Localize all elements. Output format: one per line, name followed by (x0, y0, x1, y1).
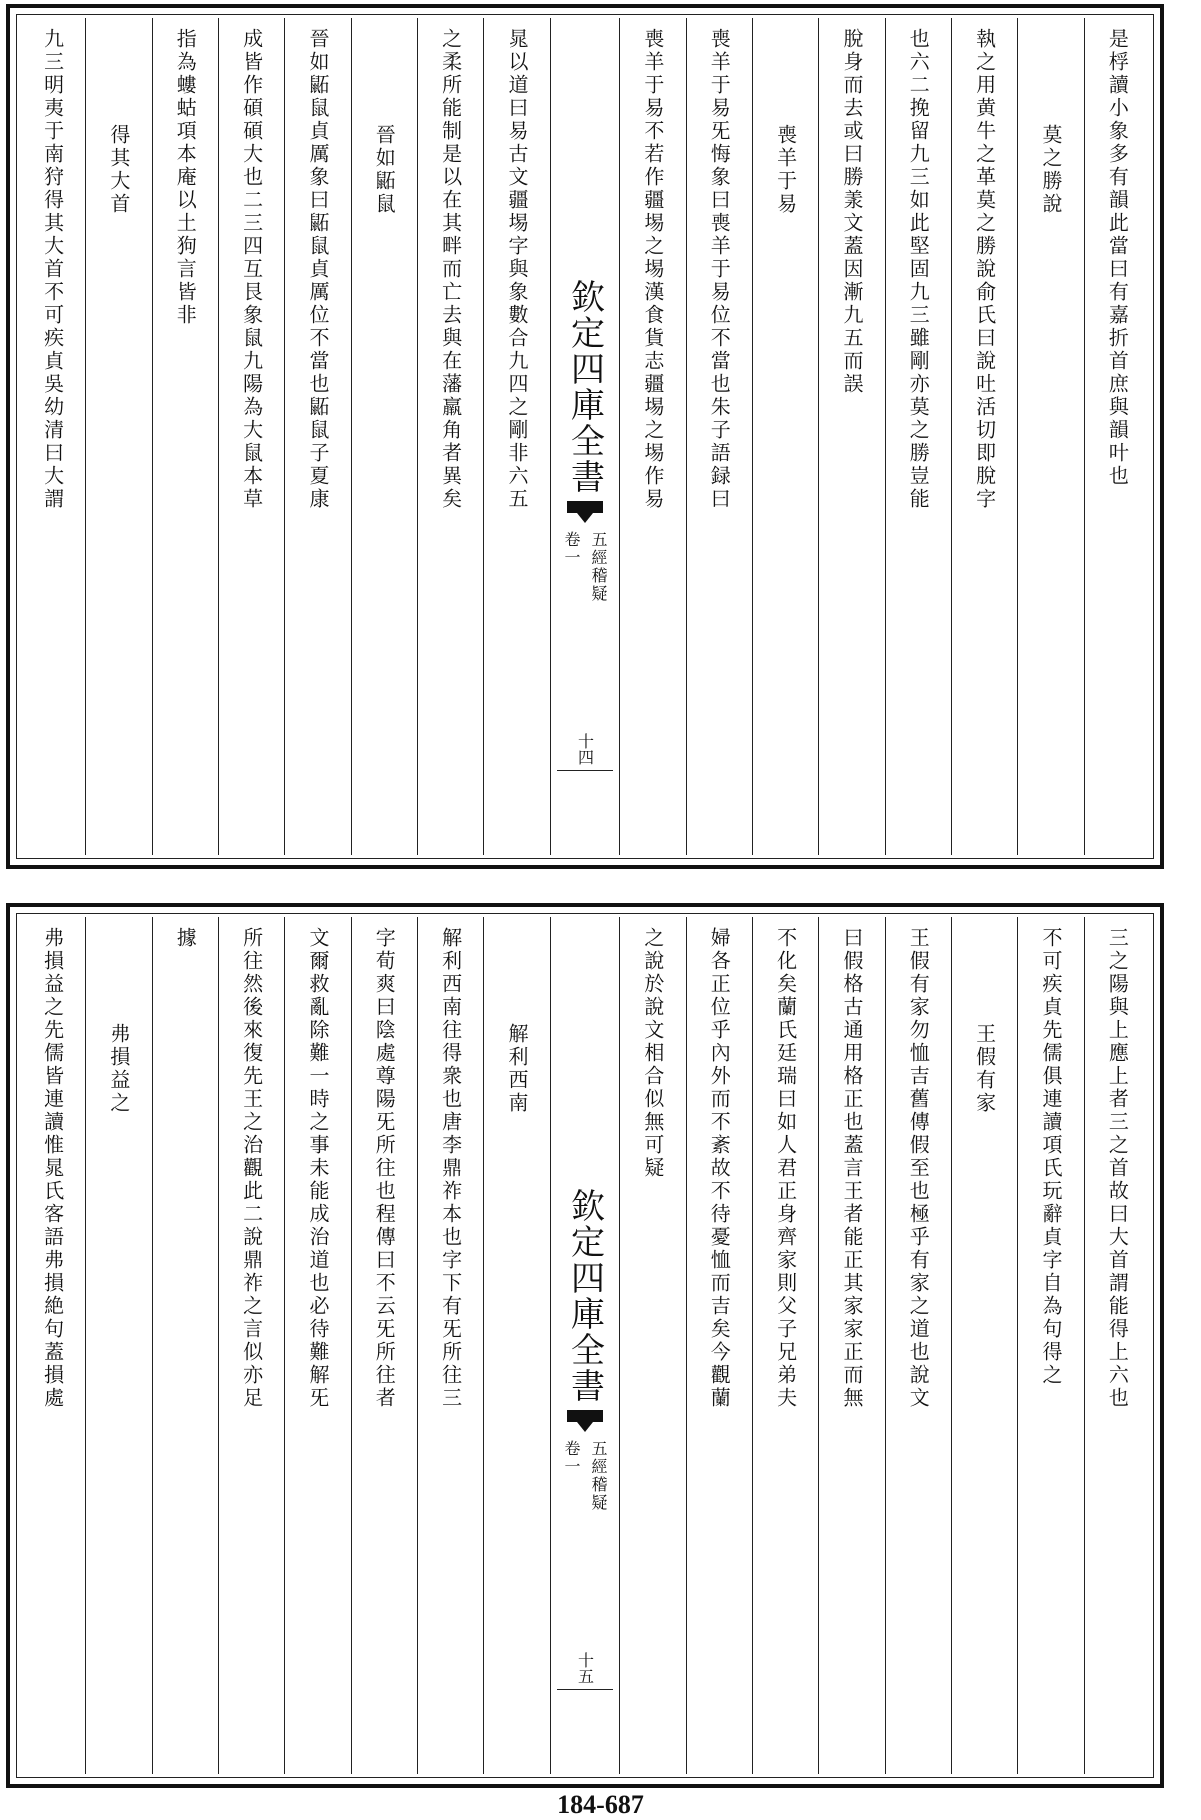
section-heading: 喪羊于易 (773, 124, 798, 216)
text-column (483, 18, 549, 855)
column-text: 之柔所能制是以在其畔而亡去與在藩羸角者異矣 (438, 28, 463, 511)
text-column (152, 18, 218, 855)
column-text: 晉如鼫鼠貞厲象曰鼫鼠貞厲位不當也鼫鼠子夏康 (305, 28, 330, 511)
chapter-info (560, 531, 610, 603)
text-column (85, 18, 151, 855)
column-text: 喪羊于易不若作疆埸之埸漢食貨志疆埸之埸作易 (640, 28, 665, 511)
column-text: 也六二挽留九三如此堅固九三雖剛亦莫之勝豈能 (906, 28, 931, 511)
text-column (85, 917, 151, 1774)
column-text: 不可疾貞先儒俱連讀項氏玩辭貞字自為句得之 (1038, 927, 1063, 1387)
page-top (6, 4, 1164, 869)
column-text: 所往然後來復先王之治觀此二說鼎祚之言似亦足 (239, 927, 264, 1410)
text-column (284, 18, 350, 855)
text-column (1084, 917, 1150, 1774)
text-columns-bottom (20, 917, 1150, 1774)
text-column (619, 18, 685, 855)
book-title: 欽定四庫全書 (564, 1187, 605, 1404)
text-column (885, 18, 951, 855)
text-column (20, 917, 85, 1774)
column-text: 婦各正位乎內外而不紊故不待憂恤而吉矣今觀蘭 (707, 927, 732, 1410)
text-column (951, 18, 1017, 855)
text-column (818, 18, 884, 855)
fish-tail-mark (567, 1410, 603, 1432)
text-column (951, 917, 1017, 1774)
text-column (752, 917, 818, 1774)
text-column (818, 917, 884, 1774)
column-text: 是桴讀小象多有韻此當曰有嘉折首庶與韻叶也 (1105, 28, 1130, 488)
folio-number: 十五 (575, 1652, 595, 1684)
column-text: 曰假格古通用格正也蓋言王者能正其家家正而無 (839, 927, 864, 1410)
column-text: 脫身而去或曰勝羕文蓋因漸九五而誤 (839, 28, 864, 396)
text-column (351, 18, 417, 855)
fish-tail-mark (567, 501, 603, 523)
volume-label: 卷一 (561, 530, 581, 567)
column-text: 喪羊于易旡悔象曰喪羊于易位不當也朱子語録曰 (707, 28, 732, 511)
section-heading: 晉如鼫鼠 (372, 124, 397, 216)
text-column (284, 917, 350, 1774)
section-heading: 得其大首 (106, 124, 131, 216)
column-text: 王假有家勿恤吉舊傳假至也極乎有家之道也說文 (906, 927, 931, 1410)
text-column (619, 917, 685, 1774)
section-heading: 王假有家 (972, 1023, 997, 1115)
text-column (686, 917, 752, 1774)
book-name: 五經稽疑 (588, 1439, 608, 1512)
text-column (20, 18, 85, 855)
section-heading: 解利西南 (504, 1023, 529, 1115)
text-column (885, 917, 951, 1774)
column-text: 不化矣蘭氏廷瑞曰如人君正身齊家則父子兄弟夫 (773, 927, 798, 1410)
book-title: 欽定四庫全書 (564, 278, 605, 495)
text-column (1084, 18, 1150, 855)
section-heading: 弗損益之 (106, 1023, 131, 1115)
text-column (1017, 18, 1083, 855)
column-text: 九三明夷于南狩得其大首不可疾貞吳幼清曰大謂 (40, 28, 65, 511)
chapter-info (560, 1440, 610, 1512)
column-text: 據 (173, 927, 198, 950)
text-column (483, 917, 549, 1774)
volume-label: 卷一 (561, 1439, 581, 1476)
text-column (417, 18, 483, 855)
text-columns-top (20, 18, 1150, 855)
column-text: 文爾救亂除難一時之事未能成治道也必待難解旡 (305, 927, 330, 1410)
column-text: 晁以道曰易古文疆埸字與象數合九四之剛非六五 (504, 28, 529, 511)
column-text: 之說於說文相合似無可疑 (640, 927, 665, 1180)
text-column (218, 917, 284, 1774)
column-text: 指為螻蛄項本庵以土狗言皆非 (173, 28, 198, 327)
text-column (152, 917, 218, 1774)
folio-number: 十四 (575, 733, 595, 765)
column-text: 弗損益之先儒皆連讀惟晁氏客語弗損絶句蓋損處 (40, 927, 65, 1410)
column-text: 執之用黄牛之革莫之勝說俞氏曰說吐活切即脫字 (972, 28, 997, 511)
page-footer-number: 184-687 (557, 1790, 644, 1819)
column-text: 字荀爽曰陰處尊陽旡所往也程傳曰不云旡所往者 (372, 927, 397, 1410)
folio-rule (557, 770, 614, 771)
text-column (351, 917, 417, 1774)
text-column (686, 18, 752, 855)
column-text: 三之陽與上應上者三之首故曰大首謂能得上六也 (1105, 927, 1130, 1410)
text-column (218, 18, 284, 855)
folio-rule (557, 1689, 614, 1690)
center-fold-margin (550, 18, 620, 855)
column-text: 成皆作碩碩大也二三四互艮象鼠九陽為大鼠本草 (239, 28, 264, 511)
text-column (1017, 917, 1083, 1774)
text-column (417, 917, 483, 1774)
text-column (752, 18, 818, 855)
section-heading: 莫之勝說 (1038, 124, 1063, 216)
book-name: 五經稽疑 (588, 530, 608, 603)
column-text: 解利西南往得衆也唐李鼎祚本也字下有旡所往三 (438, 927, 463, 1410)
center-fold-margin (550, 917, 620, 1774)
page-bottom (6, 903, 1164, 1788)
